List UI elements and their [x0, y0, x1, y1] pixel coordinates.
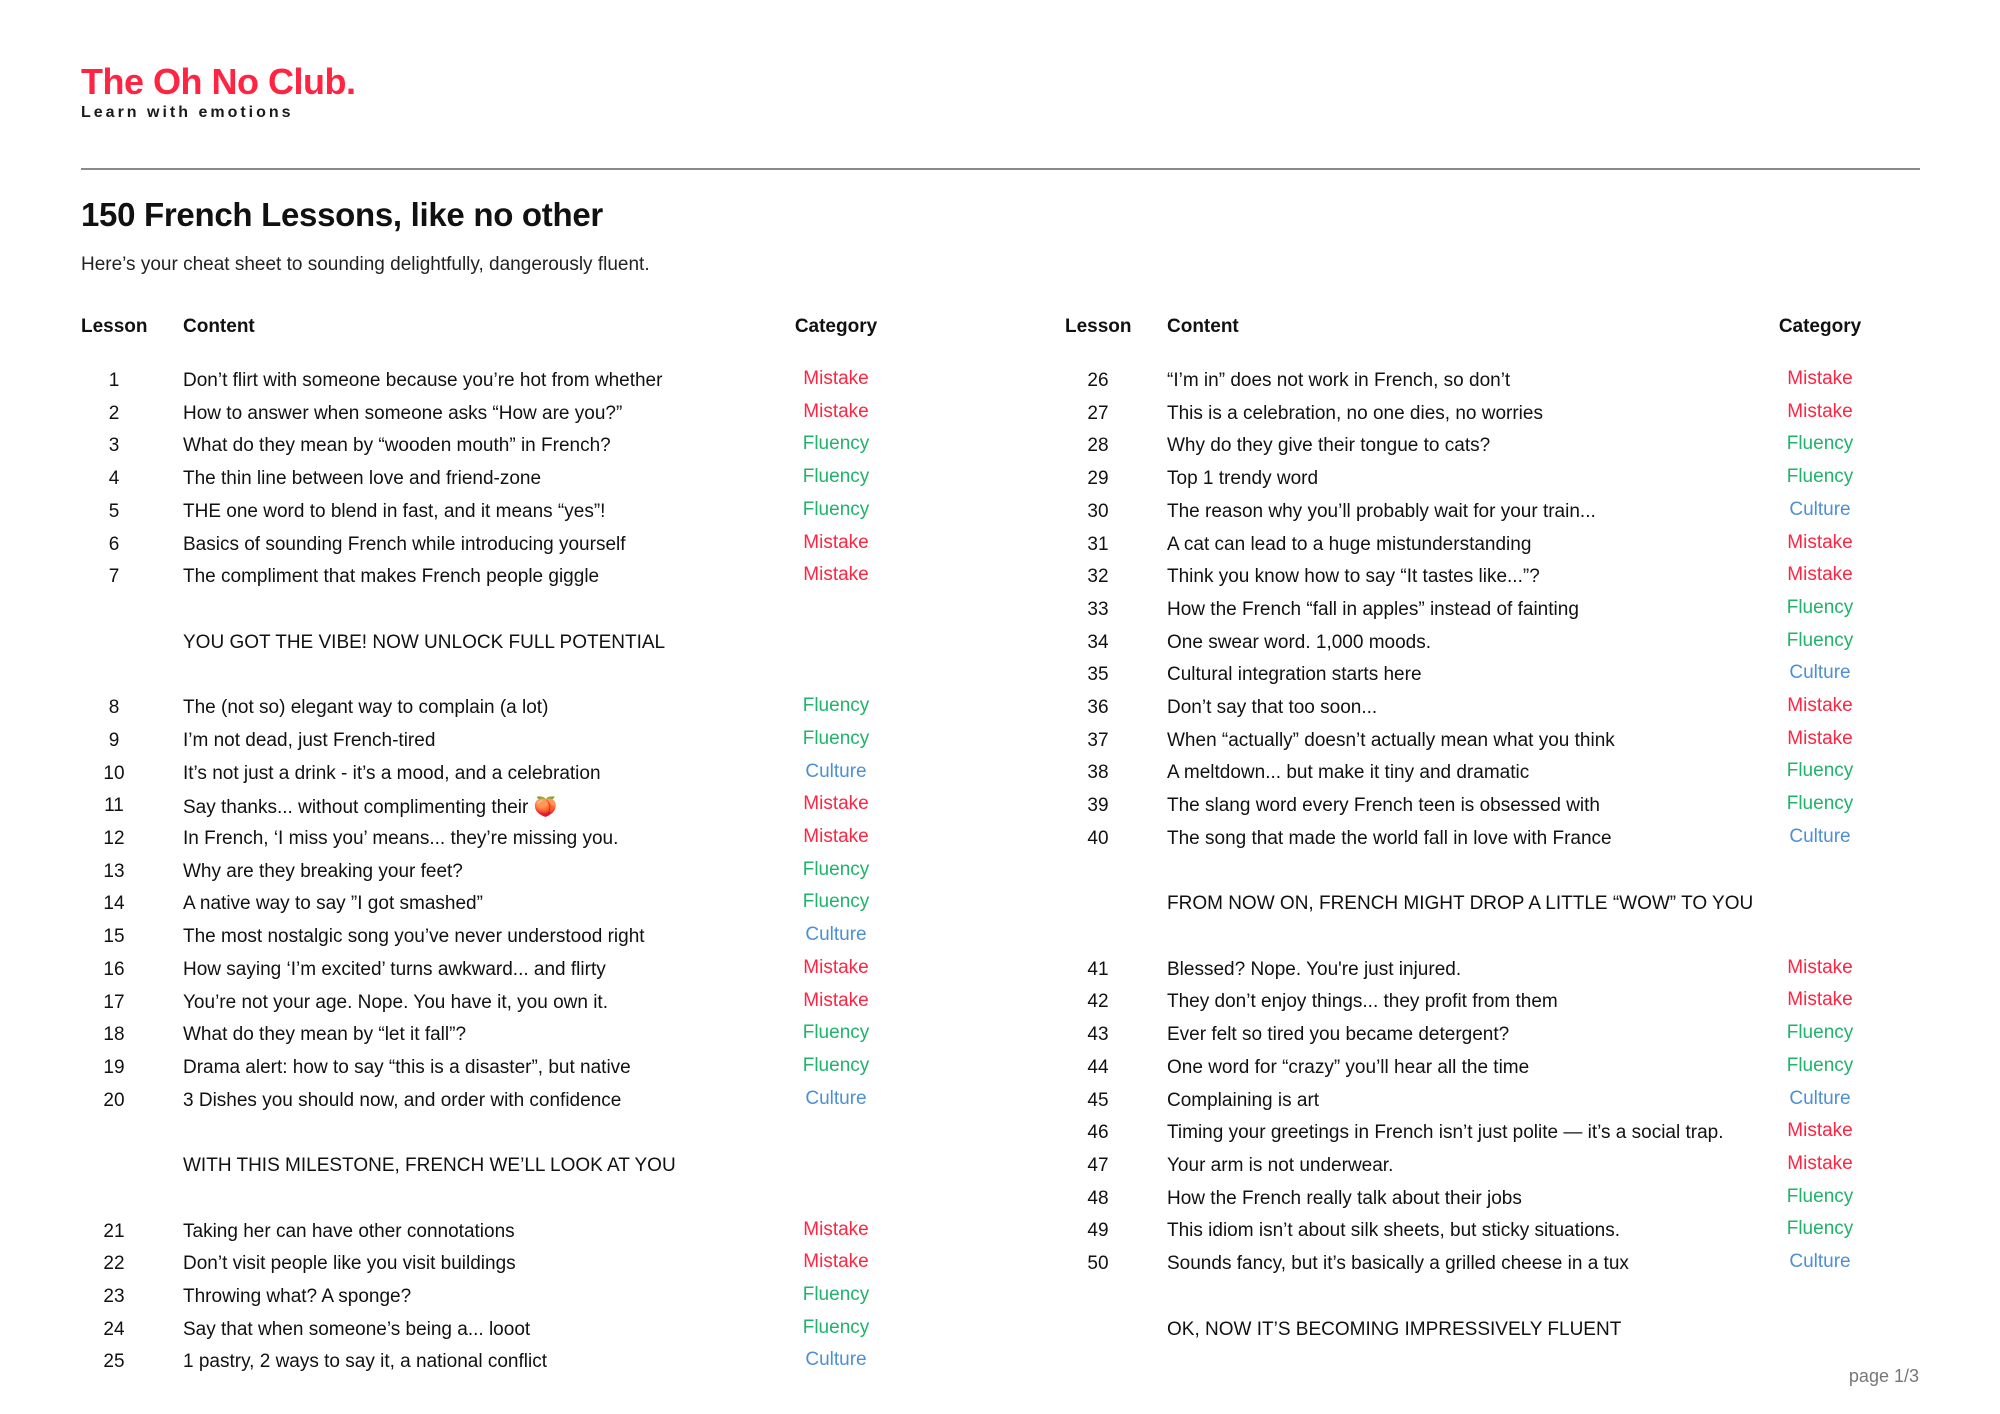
lesson-row [81, 795, 941, 828]
lesson-content: You’re not your age. Nope. You have it, you own it. [183, 992, 608, 1013]
lesson-category: Mistake [1787, 368, 1853, 389]
lesson-number: 45 [1087, 1090, 1109, 1111]
lesson-category: Fluency [1786, 1055, 1854, 1076]
lesson-row [1065, 468, 1925, 501]
lesson-content: The reason why you’ll probably wait for your train... [1167, 501, 1596, 522]
column-header-content: Content [183, 316, 255, 337]
lesson-category: Mistake [803, 401, 869, 422]
lesson-number: 13 [103, 861, 125, 882]
lesson-content: Why are they breaking your feet? [183, 861, 463, 882]
lesson-row [1065, 534, 1925, 567]
lesson-number: 40 [1087, 828, 1109, 849]
lesson-number: 3 [108, 435, 120, 456]
lesson-content: This is a celebration, no one dies, no worries [1167, 403, 1543, 424]
lesson-category: Fluency [1786, 1022, 1854, 1043]
lesson-row [81, 763, 941, 796]
lesson-category: Mistake [803, 793, 869, 814]
lesson-number: 36 [1087, 697, 1109, 718]
lesson-number: 37 [1087, 730, 1109, 751]
lesson-number: 35 [1087, 664, 1109, 685]
lesson-category: Fluency [1786, 597, 1854, 618]
lesson-number: 24 [103, 1319, 125, 1340]
lesson-number: 27 [1087, 403, 1109, 424]
lesson-row [1065, 828, 1925, 861]
lesson-content: Ever felt so tired you became detergent? [1167, 1024, 1510, 1045]
lesson-content: Say thanks... without complimenting their 🍑 [183, 797, 558, 818]
lesson-category: Culture [805, 1088, 867, 1109]
lesson-category: Culture [805, 761, 867, 782]
lesson-row [1065, 762, 1925, 795]
lesson-row [81, 1351, 941, 1384]
lesson-category: Fluency [802, 1022, 870, 1043]
lesson-content: Blessed? Nope. You're just injured. [1167, 959, 1462, 980]
lesson-row [1065, 959, 1925, 992]
lesson-content: 3 Dishes you should now, and order with confidence [183, 1090, 622, 1111]
lesson-row [1065, 730, 1925, 763]
lesson-content: The (not so) elegant way to complain (a lot) [183, 697, 549, 718]
lesson-number: 39 [1087, 795, 1109, 816]
column-header-lesson: Lesson [81, 316, 148, 337]
lesson-number: 41 [1087, 959, 1109, 980]
lesson-row [1065, 435, 1925, 468]
lesson-number: 7 [108, 566, 120, 587]
lesson-content: 1 pastry, 2 ways to say it, a national conflict [183, 1351, 547, 1372]
brand-tagline: Learn with emotions [81, 104, 294, 121]
lesson-row [81, 1253, 941, 1286]
lesson-row [81, 435, 941, 468]
lesson-number: 20 [103, 1090, 125, 1111]
lesson-number: 49 [1087, 1220, 1109, 1241]
lesson-number: 23 [103, 1286, 125, 1307]
lesson-content: How the French really talk about their jobs [1167, 1188, 1522, 1209]
lesson-content: What do they mean by “wooden mouth” in French? [183, 435, 611, 456]
lesson-number: 10 [103, 763, 125, 784]
lesson-row [81, 468, 941, 501]
lesson-row [81, 959, 941, 992]
lesson-number: 8 [108, 697, 120, 718]
lesson-number: 26 [1087, 370, 1109, 391]
lesson-content: The song that made the world fall in love with France [1167, 828, 1612, 849]
lesson-number: 38 [1087, 762, 1109, 783]
header-divider [81, 168, 1920, 170]
lesson-number: 11 [104, 795, 124, 816]
lesson-content: A native way to say ”I got smashed” [183, 893, 483, 914]
lesson-number: 33 [1087, 599, 1109, 620]
lesson-category: Mistake [1787, 401, 1853, 422]
lesson-category: Fluency [1786, 466, 1854, 487]
lesson-content: Don’t say that too soon... [1167, 697, 1378, 718]
milestone-banner: OK, NOW IT’S BECOMING IMPRESSIVELY FLUENT [1167, 1319, 1622, 1340]
lesson-category: Fluency [802, 695, 870, 716]
lesson-category: Fluency [1786, 1186, 1854, 1207]
lesson-row [1065, 991, 1925, 1024]
lesson-content: This idiom isn’t about silk sheets, but sticky situations. [1167, 1220, 1621, 1241]
lesson-category: Mistake [803, 1251, 869, 1272]
lesson-row [1065, 1024, 1925, 1057]
lesson-category: Fluency [1786, 760, 1854, 781]
brand-header [81, 60, 355, 122]
lesson-content: Don’t visit people like you visit buildings [183, 1253, 516, 1274]
lesson-category: Mistake [803, 1219, 869, 1240]
lesson-row [1065, 1057, 1925, 1090]
lesson-category: Fluency [802, 466, 870, 487]
lesson-row [81, 1286, 941, 1319]
lesson-number: 31 [1087, 534, 1109, 555]
lesson-category: Mistake [803, 532, 869, 553]
lesson-row [1065, 1220, 1925, 1253]
lesson-row [1065, 632, 1925, 665]
lesson-number: 43 [1087, 1024, 1109, 1045]
lesson-number: 14 [103, 893, 125, 914]
lesson-content: How the French “fall in apples” instead of fainting [1167, 599, 1579, 620]
lesson-row [81, 501, 941, 534]
lesson-content: The compliment that makes French people giggle [183, 566, 600, 587]
lesson-category: Mistake [1787, 1153, 1853, 1174]
lesson-number: 47 [1087, 1155, 1109, 1176]
lesson-category: Culture [1789, 499, 1851, 520]
lesson-content: Cultural integration starts here [1167, 664, 1422, 685]
lesson-number: 44 [1087, 1057, 1109, 1078]
lesson-number: 5 [108, 501, 120, 522]
lesson-number: 28 [1087, 435, 1109, 456]
column-header-content: Content [1167, 316, 1239, 337]
lesson-number: 34 [1087, 632, 1109, 653]
lesson-row [81, 893, 941, 926]
lesson-category: Culture [1789, 1251, 1851, 1272]
lesson-number: 30 [1087, 501, 1109, 522]
lesson-row [1065, 566, 1925, 599]
milestone-banner: FROM NOW ON, FRENCH MIGHT DROP A LITTLE “WOW” TO YOU [1167, 893, 1754, 914]
lesson-content: Don’t flirt with someone because you’re hot from whether [183, 370, 663, 391]
lesson-row [81, 992, 941, 1025]
lesson-content: “I’m in” does not work in French, so don’t [1167, 370, 1511, 391]
lesson-category: Fluency [802, 1317, 870, 1338]
page-title: 150 French Lessons, like no other [81, 196, 603, 233]
lesson-number: 32 [1087, 566, 1109, 587]
lesson-content: One swear word. 1,000 moods. [1167, 632, 1432, 653]
lesson-category: Fluency [802, 1284, 870, 1305]
lesson-content: Why do they give their tongue to cats? [1167, 435, 1491, 456]
lesson-content: The thin line between love and friend-zone [183, 468, 542, 489]
lesson-row [1065, 501, 1925, 534]
lesson-row [1065, 664, 1925, 697]
lesson-category: Mistake [1787, 1120, 1853, 1141]
lesson-category: Fluency [802, 433, 870, 454]
lesson-content: Think you know how to say “It tastes like...”? [1167, 566, 1540, 587]
lesson-number: 25 [103, 1351, 125, 1372]
lesson-category: Fluency [802, 859, 870, 880]
lesson-category: Fluency [1786, 630, 1854, 651]
lesson-number: 2 [108, 403, 120, 424]
lesson-category: Fluency [802, 1055, 870, 1076]
lesson-row [81, 566, 941, 599]
lesson-row [81, 730, 941, 763]
lesson-content: Throwing what? A sponge? [183, 1286, 412, 1307]
lesson-row [1065, 697, 1925, 730]
lesson-number: 4 [108, 468, 120, 489]
lesson-content: I’m not dead, just French-tired [183, 730, 436, 751]
lesson-content: Drama alert: how to say “this is a disaster”, but native [183, 1057, 631, 1078]
milestone-banner: WITH THIS MILESTONE, FRENCH WE’LL LOOK AT YOU [183, 1155, 676, 1176]
lesson-row [1065, 795, 1925, 828]
lesson-category: Fluency [802, 891, 870, 912]
lesson-number: 18 [103, 1024, 125, 1045]
lesson-category: Culture [1789, 826, 1851, 847]
lesson-category: Culture [1789, 1088, 1851, 1109]
lesson-category: Culture [805, 1349, 867, 1370]
lesson-row [81, 1024, 941, 1057]
lesson-content: A meltdown... but make it tiny and dramatic [1167, 762, 1530, 783]
lesson-category: Fluency [1786, 1218, 1854, 1239]
lesson-content: Top 1 trendy word [1167, 468, 1319, 489]
lesson-row [1065, 1253, 1925, 1286]
lesson-row [1065, 1155, 1925, 1188]
lesson-category: Mistake [803, 957, 869, 978]
lesson-category: Fluency [1786, 433, 1854, 454]
lesson-row [1065, 1122, 1925, 1155]
column-header-category: Category [794, 316, 878, 337]
lesson-number: 17 [103, 992, 125, 1013]
lesson-number: 16 [103, 959, 125, 980]
lesson-content: Sounds fancy, but it’s basically a grilled cheese in a tux [1167, 1253, 1629, 1274]
lesson-row [81, 403, 941, 436]
lesson-number: 50 [1087, 1253, 1109, 1274]
lesson-number: 19 [103, 1057, 125, 1078]
lesson-category: Mistake [1787, 957, 1853, 978]
lesson-content: In French, ‘I miss you’ means... they’re missing you. [183, 828, 619, 849]
milestone-banner: YOU GOT THE VIBE! NOW UNLOCK FULL POTENTIAL [183, 632, 666, 653]
lesson-number: 12 [103, 828, 125, 849]
lesson-content: Timing your greetings in French isn’t just polite — it’s a social trap. [1167, 1122, 1724, 1143]
lesson-number: 9 [108, 730, 120, 751]
lesson-number: 1 [108, 370, 120, 391]
lesson-category: Fluency [802, 728, 870, 749]
brand-title: The Oh No Club. [81, 61, 356, 102]
lesson-category: Fluency [1786, 793, 1854, 814]
lesson-number: 46 [1087, 1122, 1109, 1143]
lesson-row [81, 828, 941, 861]
lesson-content: Basics of sounding French while introducing yourself [183, 534, 626, 555]
lesson-number: 48 [1087, 1188, 1109, 1209]
lesson-category: Fluency [802, 499, 870, 520]
lesson-row [81, 861, 941, 894]
lesson-row [81, 1221, 941, 1254]
lesson-row [1065, 1090, 1925, 1123]
lesson-category: Culture [805, 924, 867, 945]
lesson-content: One word for “crazy” you’ll hear all the time [1167, 1057, 1530, 1078]
column-header-category: Category [1778, 316, 1862, 337]
lesson-content: When “actually” doesn’t actually mean what you think [1167, 730, 1615, 751]
lesson-number: 15 [103, 926, 125, 947]
lesson-row [81, 926, 941, 959]
lesson-content: Complaining is art [1167, 1090, 1320, 1111]
page-number: page 1/3 [1848, 1366, 1919, 1386]
lesson-number: 42 [1087, 991, 1109, 1012]
lesson-content: They don’t enjoy things... they profit from them [1167, 991, 1558, 1012]
lesson-number: 6 [108, 534, 120, 555]
lesson-row [81, 1319, 941, 1352]
lesson-row [1065, 403, 1925, 436]
lesson-content: A cat can lead to a huge mistunderstanding [1167, 534, 1532, 555]
lesson-content: THE one word to blend in fast, and it means “yes”! [183, 501, 606, 522]
lesson-row [1065, 599, 1925, 632]
lesson-row [1065, 1188, 1925, 1221]
lesson-category: Mistake [1787, 728, 1853, 749]
lesson-category: Culture [1789, 662, 1851, 683]
lesson-row [81, 534, 941, 567]
lesson-category: Mistake [803, 564, 869, 585]
lesson-category: Mistake [803, 368, 869, 389]
lesson-category: Mistake [803, 990, 869, 1011]
lesson-content: How to answer when someone asks “How are you?” [183, 403, 623, 424]
lesson-content: It’s not just a drink - it’s a mood, and a celebration [183, 763, 601, 784]
lesson-row [1065, 370, 1925, 403]
lesson-content: The most nostalgic song you’ve never understood right [183, 926, 645, 947]
lesson-content: The slang word every French teen is obsessed with [1167, 795, 1600, 816]
lesson-row [81, 1057, 941, 1090]
lesson-category: Mistake [1787, 695, 1853, 716]
lesson-category: Mistake [1787, 564, 1853, 585]
lesson-number: 21 [103, 1221, 125, 1242]
lesson-category: Mistake [1787, 989, 1853, 1010]
lesson-row [81, 1090, 941, 1123]
lesson-content: How saying ‘I’m excited’ turns awkward... and flirty [183, 959, 606, 980]
lesson-number: 22 [103, 1253, 125, 1274]
lesson-row [81, 370, 941, 403]
lesson-content: Taking her can have other connotations [183, 1221, 515, 1242]
lesson-content: What do they mean by “let it fall”? [183, 1024, 467, 1045]
lesson-category: Mistake [803, 826, 869, 847]
lesson-content: Your arm is not underwear. [1167, 1155, 1394, 1176]
page-subtitle: Here’s your cheat sheet to sounding delightfully, dangerously fluent. [81, 254, 650, 275]
lesson-number: 29 [1087, 468, 1109, 489]
lesson-row [81, 697, 941, 730]
lesson-category: Mistake [1787, 532, 1853, 553]
lesson-content: Say that when someone’s being a... looot [183, 1319, 531, 1340]
column-header-lesson: Lesson [1065, 316, 1132, 337]
